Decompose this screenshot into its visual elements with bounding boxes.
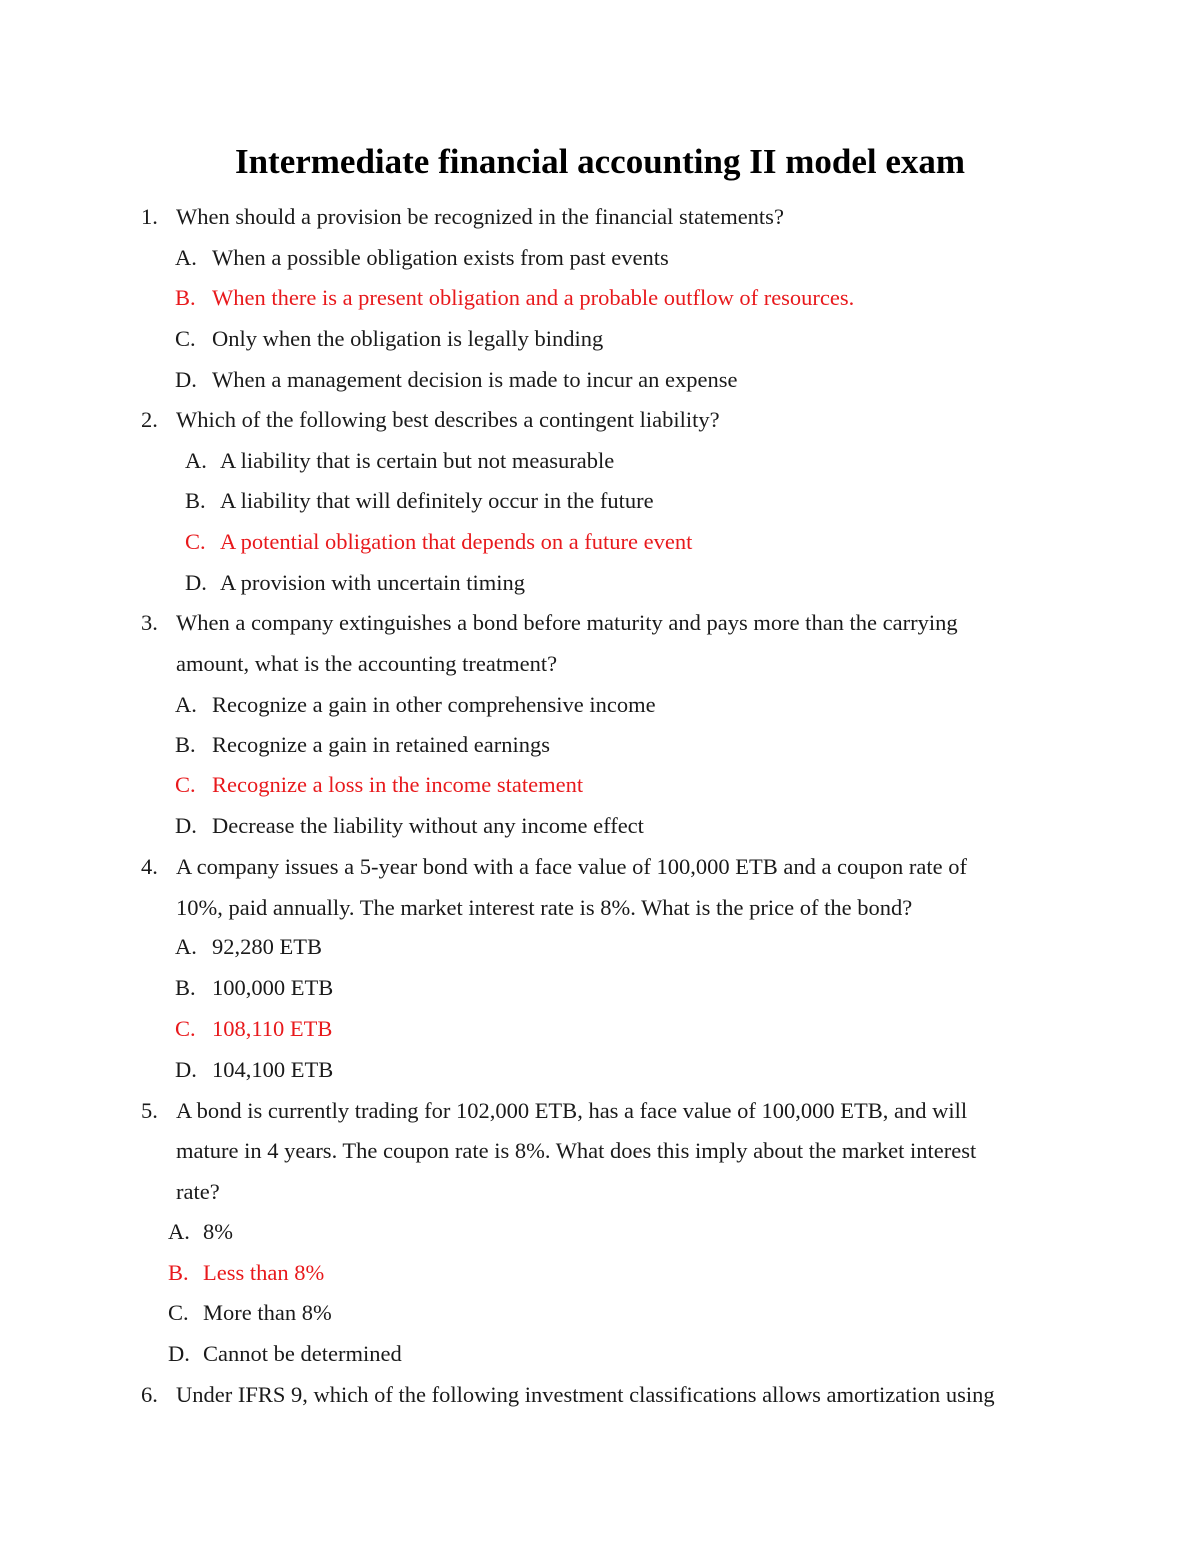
option-letter: D. xyxy=(175,1057,197,1082)
question-number: 4. xyxy=(141,854,158,879)
option-letter: D. xyxy=(168,1341,190,1366)
option-text: Less than 8% xyxy=(203,1260,325,1285)
question-text: When a company extinguishes a bond before maturity and pays more than the carrying xyxy=(176,610,958,635)
option-letter: D. xyxy=(185,570,207,595)
question-text: mature in 4 years. The coupon rate is 8%. What does this imply about the market interest xyxy=(176,1138,977,1163)
option-text: A liability that will definitely occur in the future xyxy=(220,488,654,513)
option-text: 92,280 ETB xyxy=(212,934,322,959)
option-text: When there is a present obligation and a probable outflow of resources. xyxy=(212,285,855,310)
option-text: More than 8% xyxy=(203,1300,332,1325)
option-text: 100,000 ETB xyxy=(212,975,334,1000)
option-letter: A. xyxy=(175,934,197,959)
option-letter: A. xyxy=(185,448,207,473)
question-text: A company issues a 5-year bond with a face value of 100,000 ETB and a coupon rate of xyxy=(176,854,968,879)
question-text: Under IFRS 9, which of the following investment classifications allows amortization using xyxy=(176,1382,995,1407)
question-number: 5. xyxy=(141,1098,158,1123)
question-text: 10%, paid annually. The market interest rate is 8%. What is the price of the bond? xyxy=(176,895,913,920)
option-letter: C. xyxy=(168,1300,189,1325)
option-letter: B. xyxy=(175,732,196,757)
question-text: amount, what is the accounting treatment? xyxy=(176,651,558,676)
option-text: A liability that is certain but not measurable xyxy=(220,448,615,473)
option-text: When a possible obligation exists from past events xyxy=(212,245,669,270)
option-text: 8% xyxy=(203,1219,233,1244)
option-text: Recognize a gain in other comprehensive income xyxy=(212,692,656,717)
option-letter: C. xyxy=(175,326,196,351)
option-letter: C. xyxy=(175,1016,196,1041)
option-letter: B. xyxy=(185,488,206,513)
option-text: 108,110 ETB xyxy=(212,1016,333,1041)
option-text: When a management decision is made to incur an expense xyxy=(212,367,738,392)
option-text: A provision with uncertain timing xyxy=(220,570,525,595)
question-number: 1. xyxy=(141,204,158,229)
option-letter: A. xyxy=(168,1219,190,1244)
question-number: 3. xyxy=(141,610,158,635)
option-letter: A. xyxy=(175,692,197,717)
question-number: 2. xyxy=(141,407,158,432)
option-letter: D. xyxy=(175,813,197,838)
question-text: Which of the following best describes a contingent liability? xyxy=(176,407,720,432)
option-letter: B. xyxy=(175,285,196,310)
option-letter: C. xyxy=(175,772,196,797)
option-text: Cannot be determined xyxy=(203,1341,402,1366)
page-title: Intermediate financial accounting II model exam xyxy=(234,142,966,181)
question-number: 6. xyxy=(141,1382,158,1407)
option-text: Only when the obligation is legally binding xyxy=(212,326,604,351)
option-text: Recognize a gain in retained earnings xyxy=(212,732,550,757)
option-letter: C. xyxy=(185,529,206,554)
question-text: A bond is currently trading for 102,000 ETB, has a face value of 100,000 ETB, and will xyxy=(176,1098,968,1123)
option-letter: B. xyxy=(168,1260,189,1285)
option-text: 104,100 ETB xyxy=(212,1057,334,1082)
question-text: When should a provision be recognized in the financial statements? xyxy=(176,204,784,229)
option-text: A potential obligation that depends on a future event xyxy=(220,529,693,554)
option-text: Decrease the liability without any income effect xyxy=(212,813,644,838)
option-text: Recognize a loss in the income statement xyxy=(212,772,584,797)
option-letter: A. xyxy=(175,245,197,270)
option-letter: D. xyxy=(175,367,197,392)
question-text: rate? xyxy=(176,1179,220,1204)
option-letter: B. xyxy=(175,975,196,1000)
